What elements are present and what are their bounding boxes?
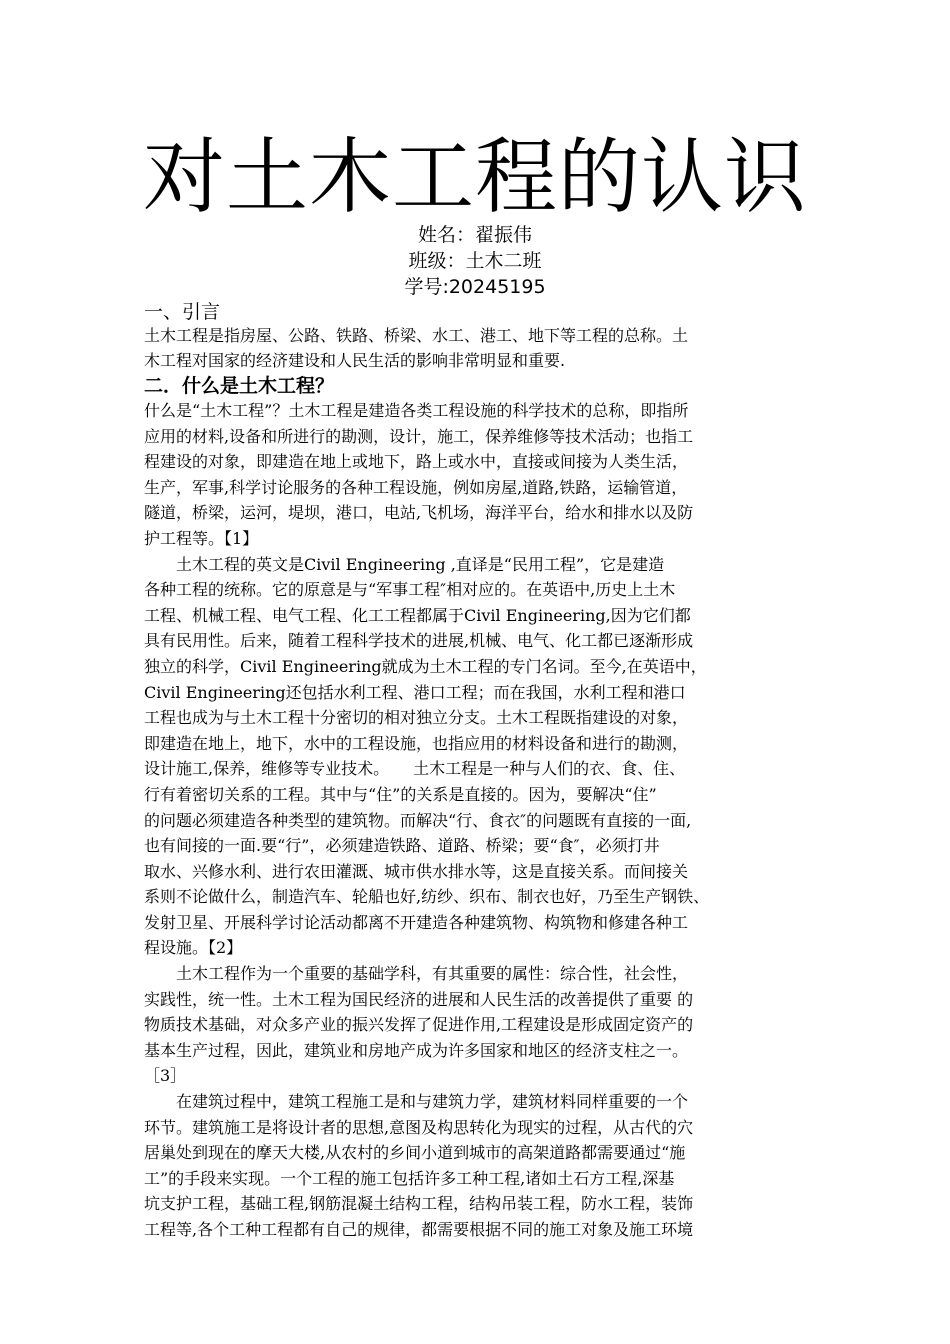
class-line: 班级：土木二班 [408, 250, 542, 272]
text-line: 土木工程是指房屋、公路、铁路、桥梁、水工、港工、地下等工程的总称。土 [144, 326, 689, 345]
text-line: 基本生产过程，因此，建筑业和房地产成为许多国家和地区的经济支柱之一。 [144, 1040, 689, 1060]
text-line: 工程也成为与土木工程十分密切的相对独立分支。土木工程既指建设的对象， [144, 708, 689, 728]
text-line: 实践性，统一性。土木工程为国民经济的进展和人民生活的改善提供了重要 的 [144, 989, 694, 1009]
text-line: 生产，军事,科学讨论服务的各种工程设施，例如房屋,道路,铁路，运输管道， [144, 477, 688, 497]
text-line: 土木工程的英文是Civil Engineering ,直译是“民用工程”，它是建造 [144, 554, 665, 574]
student-id-line: 学号:20245195 [404, 276, 546, 298]
text-line: ［3］ [144, 1066, 187, 1086]
text-line: 土木工程作为一个重要的基础学科，有其重要的属性：综合性，社会性， [144, 964, 689, 984]
text-line: 工程、机械工程、电气工程、化工工程都属于Civil Engineering,因为它们都 [144, 605, 691, 625]
text-line: 也有间接的一面.要“行”，必须建造铁路、道路、桥梁；要“食″，必须打井 [144, 836, 660, 856]
text-line: 木工程对国家的经济建设和人民生活的影响非常明显和重要. [144, 351, 566, 371]
text-line: 物质技术基础，对众多产业的振兴发挥了促进作用,工程建设是形成固定资产的 [144, 1015, 694, 1035]
text-line: 工程等,各个工种工程都有自己的规律，都需要根据不同的施工对象及施工环境 [144, 1220, 694, 1239]
text-line: 环节。建筑施工是将设计者的思想,意图及构思转化为现实的过程，从古代的穴 [144, 1117, 694, 1137]
text-line: 隧道，桥梁，运河，堤坝，港口，电站,飞机场，海洋平台，给水和排水以及防 [144, 503, 694, 523]
text-line: 居巢处到现在的摩天大楼,从农村的乡间小道到城市的高架道路都需要通过“施 [144, 1143, 686, 1163]
text-line: 设计施工,保养，维修等专业技术。 土木工程是一种与人们的衣、食、住、 [144, 759, 686, 779]
text-line: 什么是“土木工程”？土木工程是建造各类工程设施的科学技术的总称，即指所 [144, 401, 689, 420]
text-line: 各种工程的统称。它的原意是与“军事工程″相对应的。在英语中,历史上土木 [144, 580, 676, 600]
intro-paragraph [144, 323, 834, 374]
text-line: 工”的手段来实现。一个工程的施工包括许多工种工程,诸如土石方工程,深基 [144, 1168, 675, 1188]
text-line: 发射卫星、开展科学讨论活动都离不开建造各种建筑物、构筑物和修建各种工 [144, 912, 689, 932]
text-line: 坑支护工程，基础工程,钢筋混凝土结构工程，结构吊装工程，防水工程，装饰 [144, 1194, 694, 1214]
text-line: Civil Engineering还包括水利工程、港口工程；而在我国，水利工程和港口 [144, 682, 686, 702]
section-heading-intro: 一、引言 [144, 301, 221, 323]
text-line: 取水、兴修水利、进行农田灌溉、城市供水排水等，这是直接关系。而间接关 [144, 861, 689, 881]
text-line: 护工程等。【1】 [144, 528, 259, 548]
text-line: 程设施。【2】 [144, 938, 243, 958]
text-line: 即建造在地上，地下，水中的工程设施，也指应用的材料设备和进行的勘测， [144, 733, 689, 753]
text-line: 行有着密切关系的工程。其中与“住”的关系是直接的。因为，要解决“住” [144, 784, 657, 804]
section-heading-what: 二．什么是土木工程？ [144, 375, 335, 397]
body-text [144, 398, 834, 1243]
text-line: 系则不论做什么，制造汽车、轮船也好,纺纱、织布、制衣也好，乃至生产钢铁、 [144, 887, 710, 907]
text-line: 的问题必须建造各种类型的建筑物。而解决“行、食衣″的问题既有直接的一面, [144, 810, 692, 830]
text-line: 具有民用性。后来，随着工程科学技术的进展,机械、电气、化工都已逐渐形成 [144, 631, 694, 651]
text-line: 独立的科学，Civil Engineering就成为土木工程的专门名词。至今,在英语中， [144, 656, 707, 676]
text-line: 程建设的对象，即建造在地上或地下，路上或水中，直接或间接为人类生活， [144, 452, 689, 472]
document-title: 对土木工程的认识 [142, 130, 807, 225]
text-line: 在建筑过程中，建筑工程施工是和与建筑力学，建筑材料同样重要的一个 [144, 1092, 689, 1112]
text-line: 应用的材料,设备和所进行的勘测，设计，施工，保养维修等技术活动；也指工 [144, 426, 694, 446]
author-line: 姓名：翟振伟 [417, 224, 532, 246]
